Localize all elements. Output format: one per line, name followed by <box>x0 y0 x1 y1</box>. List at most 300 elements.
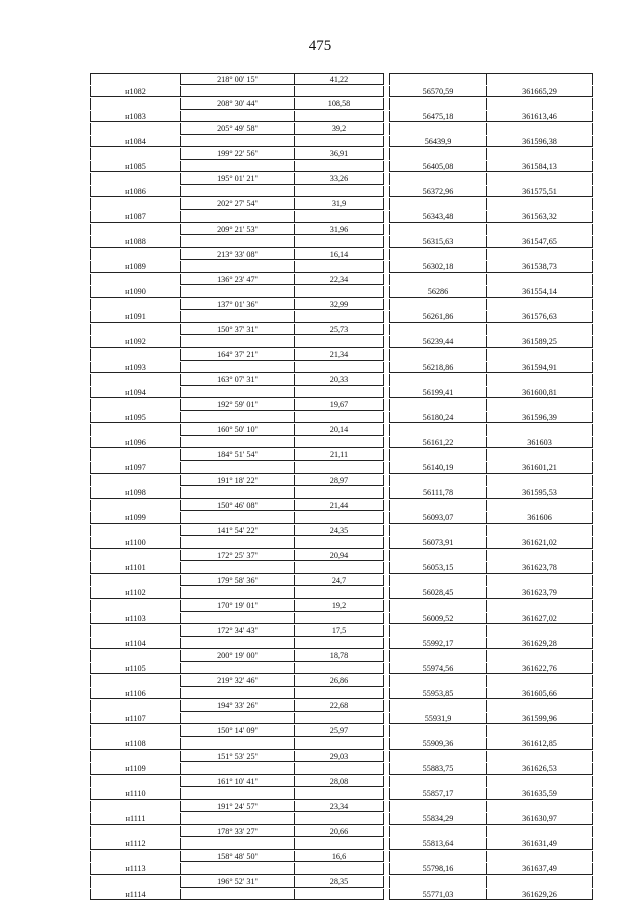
y-coordinate-cell: 361665,29 <box>486 86 593 98</box>
x-coordinate-cell <box>389 73 486 85</box>
x-coordinate-cell <box>389 98 486 110</box>
x-coordinate-cell: 55883,75 <box>389 763 486 775</box>
y-coordinate-cell: 361606 <box>486 512 593 524</box>
point-name-cell <box>90 424 180 436</box>
table-row <box>90 387 593 400</box>
direction-angle-cell <box>180 387 294 399</box>
y-coordinate-cell: 361629,28 <box>486 638 593 650</box>
point-name-cell: н1095 <box>90 412 180 424</box>
y-coordinate-cell: 361623,78 <box>486 562 593 574</box>
y-coordinate-cell <box>486 550 593 562</box>
segment-length-cell <box>294 387 384 399</box>
segment-length-cell: 32,99 <box>294 299 384 311</box>
table-row <box>90 374 593 387</box>
y-coordinate-cell: 361637,49 <box>486 863 593 875</box>
point-name-cell <box>90 148 180 160</box>
direction-angle-cell: 208° 30' 44" <box>180 98 294 110</box>
y-coordinate-cell <box>486 73 593 85</box>
table-row <box>90 525 593 538</box>
x-coordinate-cell <box>389 675 486 687</box>
point-name-cell <box>90 776 180 788</box>
x-coordinate-cell <box>389 550 486 562</box>
direction-angle-cell: 150° 37' 31" <box>180 324 294 336</box>
direction-angle-cell: 218° 00' 15" <box>180 73 294 85</box>
direction-angle-cell <box>180 713 294 725</box>
table-row <box>90 173 593 186</box>
y-coordinate-cell <box>486 725 593 737</box>
direction-angle-cell: 209° 21' 53" <box>180 224 294 236</box>
direction-angle-cell <box>180 863 294 875</box>
point-name-cell: н1085 <box>90 161 180 173</box>
table-row <box>90 776 593 789</box>
point-name-cell: н1105 <box>90 663 180 675</box>
x-coordinate-cell <box>389 249 486 261</box>
point-name-cell: н1092 <box>90 336 180 348</box>
x-coordinate-cell <box>389 449 486 461</box>
x-coordinate-cell: 56111,78 <box>389 487 486 499</box>
table-row <box>90 362 593 375</box>
direction-angle-cell: 163° 07' 31" <box>180 374 294 386</box>
segment-length-cell <box>294 562 384 574</box>
direction-angle-cell: 137° 01' 36" <box>180 299 294 311</box>
segment-length-cell <box>294 688 384 700</box>
y-coordinate-cell <box>486 475 593 487</box>
segment-length-cell: 36,91 <box>294 148 384 160</box>
x-coordinate-cell <box>389 851 486 863</box>
point-name-cell: н1093 <box>90 362 180 374</box>
segment-length-cell <box>294 587 384 599</box>
x-coordinate-cell: 55798,16 <box>389 863 486 875</box>
x-coordinate-cell <box>389 424 486 436</box>
point-name-cell <box>90 123 180 135</box>
segment-length-cell: 108,58 <box>294 98 384 110</box>
table-row <box>90 349 593 362</box>
table-row <box>90 449 593 462</box>
x-coordinate-cell <box>389 224 486 236</box>
point-name-cell <box>90 399 180 411</box>
direction-angle-cell: 202° 27' 54" <box>180 198 294 210</box>
segment-length-cell: 21,34 <box>294 349 384 361</box>
direction-angle-cell: 191° 18' 22" <box>180 475 294 487</box>
point-name-cell <box>90 851 180 863</box>
point-name-cell: н1098 <box>90 487 180 499</box>
segment-length-cell: 19,67 <box>294 399 384 411</box>
y-coordinate-cell: 361576,63 <box>486 311 593 323</box>
table-row <box>90 186 593 199</box>
segment-length-cell: 16,6 <box>294 851 384 863</box>
direction-angle-cell <box>180 638 294 650</box>
table-row <box>90 123 593 136</box>
table-row <box>90 299 593 312</box>
x-coordinate-cell: 56261,86 <box>389 311 486 323</box>
y-coordinate-cell: 361596,38 <box>486 136 593 148</box>
y-coordinate-cell: 361584,13 <box>486 161 593 173</box>
point-name-cell <box>90 550 180 562</box>
table-row <box>90 475 593 488</box>
x-coordinate-cell: 56475,18 <box>389 111 486 123</box>
table-row <box>90 336 593 349</box>
point-name-cell: н1097 <box>90 462 180 474</box>
x-coordinate-cell: 55857,17 <box>389 788 486 800</box>
direction-angle-cell <box>180 161 294 173</box>
direction-angle-cell <box>180 111 294 123</box>
direction-angle-cell <box>180 437 294 449</box>
segment-length-cell: 26,86 <box>294 675 384 687</box>
x-coordinate-cell <box>389 625 486 637</box>
segment-length-cell <box>294 261 384 273</box>
y-coordinate-cell: 361547,65 <box>486 236 593 248</box>
direction-angle-cell: 158° 48' 50" <box>180 851 294 863</box>
point-name-cell: н1100 <box>90 537 180 549</box>
segment-length-cell <box>294 186 384 198</box>
direction-angle-cell: 178° 33' 27" <box>180 826 294 838</box>
point-name-cell: н1110 <box>90 788 180 800</box>
point-name-cell <box>90 224 180 236</box>
y-coordinate-cell <box>486 424 593 436</box>
y-coordinate-cell <box>486 299 593 311</box>
segment-length-cell: 41,22 <box>294 73 384 85</box>
segment-length-cell <box>294 86 384 98</box>
table-row <box>90 73 593 86</box>
table-row <box>90 462 593 475</box>
direction-angle-cell <box>180 813 294 825</box>
point-name-cell: н1087 <box>90 211 180 223</box>
y-coordinate-cell <box>486 625 593 637</box>
table-row <box>90 111 593 124</box>
direction-angle-cell <box>180 286 294 298</box>
point-name-cell: н1086 <box>90 186 180 198</box>
x-coordinate-cell <box>389 274 486 286</box>
y-coordinate-cell: 361599,96 <box>486 713 593 725</box>
table-row <box>90 274 593 287</box>
point-name-cell: н1083 <box>90 111 180 123</box>
point-name-cell <box>90 625 180 637</box>
x-coordinate-cell <box>389 500 486 512</box>
point-name-cell <box>90 801 180 813</box>
x-coordinate-cell <box>389 324 486 336</box>
x-coordinate-cell: 56199,41 <box>389 387 486 399</box>
segment-length-cell: 33,26 <box>294 173 384 185</box>
x-coordinate-cell <box>389 374 486 386</box>
table-row <box>90 311 593 324</box>
point-name-cell: н1094 <box>90 387 180 399</box>
point-name-cell: н1101 <box>90 562 180 574</box>
table-row <box>90 286 593 299</box>
x-coordinate-cell: 56302,18 <box>389 261 486 273</box>
table-row <box>90 86 593 99</box>
y-coordinate-cell <box>486 826 593 838</box>
table-row <box>90 675 593 688</box>
point-name-cell <box>90 198 180 210</box>
segment-length-cell: 31,9 <box>294 198 384 210</box>
x-coordinate-cell: 56180,24 <box>389 412 486 424</box>
table-row <box>90 236 593 249</box>
segment-length-cell <box>294 211 384 223</box>
table-row <box>90 813 593 826</box>
segment-length-cell: 39,2 <box>294 123 384 135</box>
point-name-cell <box>90 73 180 85</box>
segment-length-cell: 25,73 <box>294 324 384 336</box>
table-row <box>90 161 593 174</box>
direction-angle-cell <box>180 261 294 273</box>
y-coordinate-cell: 361635,59 <box>486 788 593 800</box>
x-coordinate-cell <box>389 876 486 888</box>
table-row <box>90 863 593 876</box>
point-name-cell <box>90 475 180 487</box>
point-name-cell <box>90 650 180 662</box>
table-row <box>90 700 593 713</box>
table-row <box>90 224 593 237</box>
direction-angle-cell: 194° 33' 26" <box>180 700 294 712</box>
direction-angle-cell: 141° 54' 22" <box>180 525 294 537</box>
point-name-cell: н1109 <box>90 763 180 775</box>
y-coordinate-cell <box>486 198 593 210</box>
table-row <box>90 562 593 575</box>
x-coordinate-cell: 56372,96 <box>389 186 486 198</box>
table-row <box>90 851 593 864</box>
segment-length-cell <box>294 638 384 650</box>
y-coordinate-cell: 361575,51 <box>486 186 593 198</box>
direction-angle-cell: 179° 58' 36" <box>180 575 294 587</box>
y-coordinate-cell <box>486 274 593 286</box>
y-coordinate-cell <box>486 173 593 185</box>
y-coordinate-cell <box>486 751 593 763</box>
x-coordinate-cell <box>389 148 486 160</box>
table-row <box>90 437 593 450</box>
y-coordinate-cell: 361595,53 <box>486 487 593 499</box>
direction-angle-cell <box>180 311 294 323</box>
point-name-cell <box>90 374 180 386</box>
point-name-cell <box>90 173 180 185</box>
segment-length-cell: 20,14 <box>294 424 384 436</box>
point-name-cell <box>90 449 180 461</box>
y-coordinate-cell: 361621,02 <box>486 537 593 549</box>
y-coordinate-cell: 361623,79 <box>486 587 593 599</box>
table-row <box>90 98 593 111</box>
table-row <box>90 211 593 224</box>
direction-angle-cell: 184° 51' 54" <box>180 449 294 461</box>
point-name-cell <box>90 876 180 888</box>
direction-angle-cell <box>180 462 294 474</box>
segment-length-cell <box>294 838 384 850</box>
y-coordinate-cell <box>486 776 593 788</box>
table-row <box>90 412 593 425</box>
x-coordinate-cell: 56343,48 <box>389 211 486 223</box>
segment-length-cell <box>294 713 384 725</box>
point-name-cell: н1082 <box>90 86 180 98</box>
segment-length-cell: 24,7 <box>294 575 384 587</box>
point-name-cell: н1111 <box>90 813 180 825</box>
y-coordinate-cell <box>486 700 593 712</box>
y-coordinate-cell: 361589,25 <box>486 336 593 348</box>
point-name-cell: н1088 <box>90 236 180 248</box>
direction-angle-cell: 170° 19' 01" <box>180 600 294 612</box>
point-name-cell <box>90 349 180 361</box>
segment-length-cell <box>294 286 384 298</box>
table-row <box>90 198 593 211</box>
point-name-cell: н1091 <box>90 311 180 323</box>
y-coordinate-cell <box>486 324 593 336</box>
segment-length-cell <box>294 362 384 374</box>
direction-angle-cell: 161° 10' 41" <box>180 776 294 788</box>
x-coordinate-cell: 55974,56 <box>389 663 486 675</box>
y-coordinate-cell: 361605,66 <box>486 688 593 700</box>
point-name-cell: н1112 <box>90 838 180 850</box>
x-coordinate-cell: 56140,19 <box>389 462 486 474</box>
segment-length-cell: 28,35 <box>294 876 384 888</box>
x-coordinate-cell <box>389 525 486 537</box>
direction-angle-cell: 164° 37' 21" <box>180 349 294 361</box>
x-coordinate-cell: 56439,9 <box>389 136 486 148</box>
point-name-cell: н1113 <box>90 863 180 875</box>
point-name-cell: н1104 <box>90 638 180 650</box>
x-coordinate-cell <box>389 475 486 487</box>
point-name-cell <box>90 675 180 687</box>
direction-angle-cell: 151° 53' 25" <box>180 751 294 763</box>
x-coordinate-cell <box>389 776 486 788</box>
y-coordinate-cell: 361563,32 <box>486 211 593 223</box>
page-number: 475 <box>308 38 332 54</box>
direction-angle-cell <box>180 537 294 549</box>
y-coordinate-cell: 361629,26 <box>486 889 593 901</box>
y-coordinate-cell <box>486 148 593 160</box>
direction-angle-cell: 172° 34' 43" <box>180 625 294 637</box>
direction-angle-cell: 160° 50' 10" <box>180 424 294 436</box>
x-coordinate-cell: 56570,59 <box>389 86 486 98</box>
y-coordinate-cell <box>486 349 593 361</box>
x-coordinate-cell: 55813,64 <box>389 838 486 850</box>
table-row <box>90 537 593 550</box>
y-coordinate-cell <box>486 675 593 687</box>
x-coordinate-cell: 56161,22 <box>389 437 486 449</box>
table-row <box>90 487 593 500</box>
direction-angle-cell <box>180 412 294 424</box>
point-name-cell <box>90 525 180 537</box>
segment-length-cell: 16,14 <box>294 249 384 261</box>
segment-length-cell <box>294 336 384 348</box>
direction-angle-cell <box>180 562 294 574</box>
segment-length-cell: 19,2 <box>294 600 384 612</box>
y-coordinate-cell <box>486 801 593 813</box>
table-row <box>90 613 593 626</box>
x-coordinate-cell <box>389 801 486 813</box>
segment-length-cell <box>294 136 384 148</box>
table-row <box>90 399 593 412</box>
y-coordinate-cell: 361612,85 <box>486 738 593 750</box>
y-coordinate-cell <box>486 500 593 512</box>
table-row <box>90 500 593 513</box>
direction-angle-cell: 172° 25' 37" <box>180 550 294 562</box>
direction-angle-cell: 200° 19' 00" <box>180 650 294 662</box>
direction-angle-cell: 196° 52' 31" <box>180 876 294 888</box>
segment-length-cell: 21,11 <box>294 449 384 461</box>
table-row <box>90 889 593 902</box>
segment-length-cell <box>294 161 384 173</box>
table-row <box>90 650 593 663</box>
direction-angle-cell: 195° 01' 21" <box>180 173 294 185</box>
table-row <box>90 663 593 676</box>
segment-length-cell: 25,97 <box>294 725 384 737</box>
table-row <box>90 625 593 638</box>
table-row <box>90 136 593 149</box>
x-coordinate-cell <box>389 299 486 311</box>
table-row <box>90 738 593 751</box>
segment-length-cell <box>294 437 384 449</box>
y-coordinate-cell <box>486 876 593 888</box>
segment-length-cell: 22,68 <box>294 700 384 712</box>
x-coordinate-cell: 56315,63 <box>389 236 486 248</box>
direction-angle-cell: 150° 46' 08" <box>180 500 294 512</box>
x-coordinate-cell <box>389 751 486 763</box>
x-coordinate-cell: 56073,91 <box>389 537 486 549</box>
x-coordinate-cell <box>389 700 486 712</box>
point-name-cell: н1108 <box>90 738 180 750</box>
table-row <box>90 550 593 563</box>
segment-length-cell: 23,34 <box>294 801 384 813</box>
point-name-cell: н1090 <box>90 286 180 298</box>
x-coordinate-cell <box>389 600 486 612</box>
segment-length-cell <box>294 111 384 123</box>
segment-length-cell <box>294 663 384 675</box>
table-row <box>90 826 593 839</box>
direction-angle-cell <box>180 236 294 248</box>
direction-angle-cell <box>180 663 294 675</box>
segment-length-cell <box>294 512 384 524</box>
direction-angle-cell: 150° 14' 09" <box>180 725 294 737</box>
y-coordinate-cell: 361630,97 <box>486 813 593 825</box>
point-name-cell <box>90 98 180 110</box>
direction-angle-cell <box>180 336 294 348</box>
direction-angle-cell: 213° 33' 08" <box>180 249 294 261</box>
table-row <box>90 148 593 161</box>
table-row <box>90 638 593 651</box>
segment-length-cell <box>294 462 384 474</box>
y-coordinate-cell: 361627,02 <box>486 613 593 625</box>
segment-length-cell: 20,66 <box>294 826 384 838</box>
point-name-cell: н1099 <box>90 512 180 524</box>
direction-angle-cell: 136° 23' 47" <box>180 274 294 286</box>
segment-length-cell: 18,78 <box>294 650 384 662</box>
x-coordinate-cell: 55909,36 <box>389 738 486 750</box>
segment-length-cell <box>294 788 384 800</box>
segment-length-cell <box>294 738 384 750</box>
direction-angle-cell: 191° 24' 57" <box>180 801 294 813</box>
x-coordinate-cell: 56286 <box>389 286 486 298</box>
x-coordinate-cell: 56239,44 <box>389 336 486 348</box>
point-name-cell <box>90 500 180 512</box>
x-coordinate-cell: 56093,07 <box>389 512 486 524</box>
table-row <box>90 512 593 525</box>
x-coordinate-cell <box>389 575 486 587</box>
direction-angle-cell: 199° 22' 56" <box>180 148 294 160</box>
segment-length-cell <box>294 537 384 549</box>
y-coordinate-cell: 361631,49 <box>486 838 593 850</box>
segment-length-cell <box>294 311 384 323</box>
x-coordinate-cell <box>389 725 486 737</box>
segment-length-cell <box>294 412 384 424</box>
direction-angle-cell <box>180 587 294 599</box>
point-name-cell <box>90 274 180 286</box>
y-coordinate-cell <box>486 399 593 411</box>
y-coordinate-cell <box>486 374 593 386</box>
y-coordinate-cell: 361596,39 <box>486 412 593 424</box>
y-coordinate-cell <box>486 851 593 863</box>
x-coordinate-cell: 55953,85 <box>389 688 486 700</box>
y-coordinate-cell <box>486 575 593 587</box>
table-row <box>90 587 593 600</box>
coordinates-table <box>90 73 593 901</box>
x-coordinate-cell: 55771,03 <box>389 889 486 901</box>
